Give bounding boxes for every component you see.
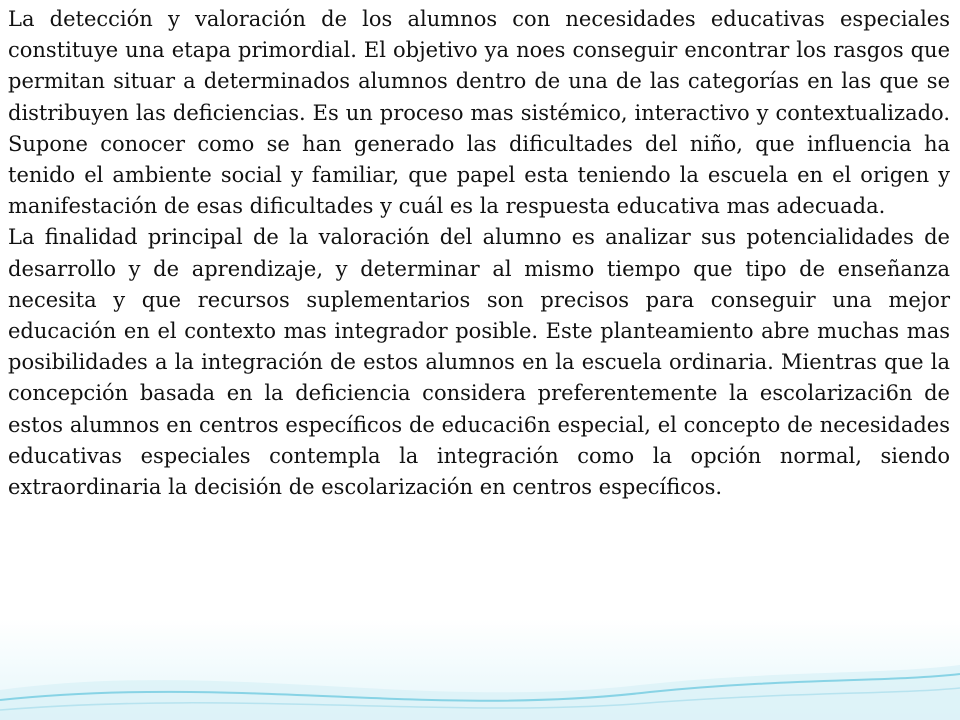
paragraph-finalidad: La finalidad principal de la valoración del alumno es analizar sus potencialidades de desarrollo y de aprendizaje, y determinar al mismo tiempo que tipo de enseñanza necesita y que recursos suplementarios son precisos para conseguir una mejor educación en el contexto mas integrador posible. Este planteamiento abre muchas mas posibilidades a la integración de estos alumnos en la escuela ordinaria. Mientras que la concepción basada en la deficiencia considera preferentemente la escolarizaci6n de estos alumnos en centros específicos de educaci6n especial, el concepto de necesidades educativas especiales contempla la integración como la opción normal, siendo extraordinaria la decisión de escolarización en centros específicos. — [8, 225, 950, 500]
wave-decoration — [0, 630, 960, 720]
slide-body — [8, 4, 950, 503]
paragraph-deteccion: La detección y valoración de los alumnos con necesidades educativas especiales constituye una etapa primordial. El objetivo ya noes conseguir encontrar los rasgos que permitan situar a determinados alumnos dentro de una de las categorías en las que se distribuyen las deficiencias. Es un proceso mas sistémico, interactivo y contextualizado. Supone conocer como se han generado las dificultades del niño, que influencia ha tenido el ambiente social y familiar, que papel esta teniendo la escuela en el origen y manifestación de esas dificultades y cuál es la respuesta educativa mas adecuada. — [8, 7, 950, 219]
